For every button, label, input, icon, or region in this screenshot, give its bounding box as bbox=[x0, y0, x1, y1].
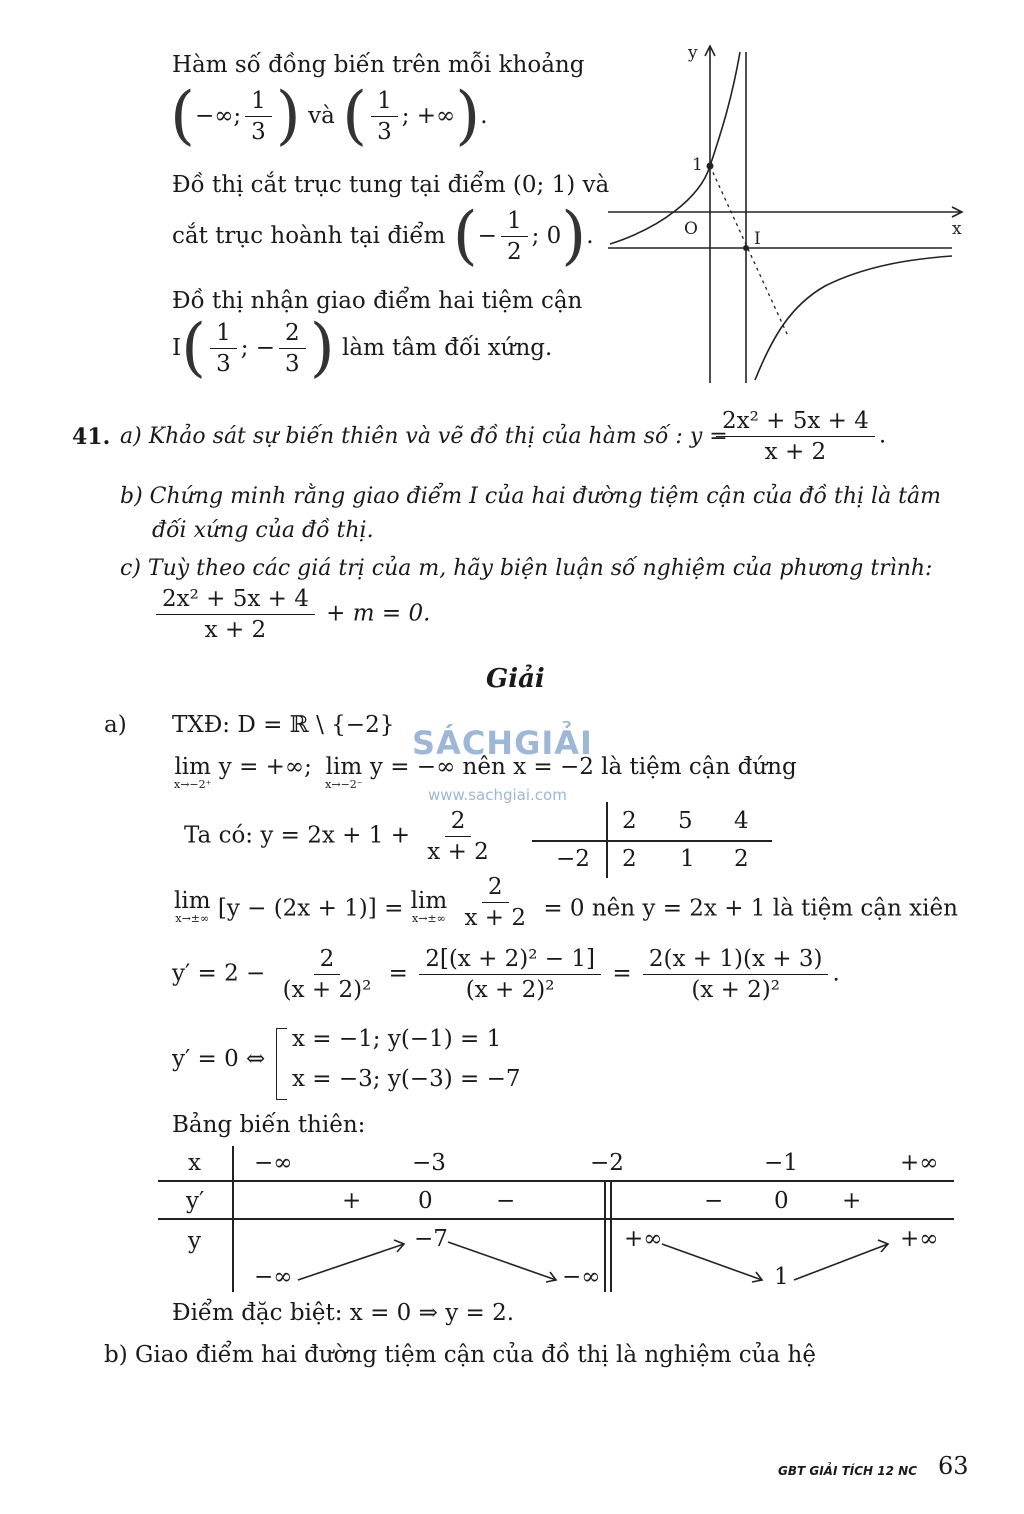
critical-lhs: y′ = 0 ⇔ bbox=[172, 1046, 266, 1072]
table-x-label: x bbox=[188, 1150, 201, 1176]
table-y-min: 1 bbox=[774, 1264, 789, 1290]
table-y-max: −7 bbox=[414, 1226, 448, 1252]
interval-2-right: ; +∞ bbox=[401, 102, 456, 129]
table-yprime-sign-1: + bbox=[342, 1188, 362, 1214]
problem-a-text: a) Khảo sát sự biến thiên và vẽ đồ thị của hàm số : y = bbox=[120, 424, 728, 449]
solution-a-label: a) bbox=[104, 712, 127, 738]
horner-table bbox=[532, 802, 772, 878]
table-yprime-zero-1: 0 bbox=[418, 1188, 433, 1214]
table-yprime-zero-2: 0 bbox=[774, 1188, 789, 1214]
table-x-minus-1: −1 bbox=[764, 1150, 798, 1176]
graph-x-label: x bbox=[952, 219, 962, 239]
problem-b-line-2: đối xứng của đồ thị. bbox=[152, 518, 374, 543]
graph-y-label: y bbox=[688, 43, 698, 63]
critical-point-2: x = −3; y(−3) = −7 bbox=[292, 1066, 521, 1092]
interval-2-fraction: $\frac{1}{3}$ bbox=[371, 88, 398, 145]
center-y-fraction: $\frac{2}{3}$ bbox=[279, 320, 306, 377]
variation-arrows bbox=[158, 1146, 954, 1292]
intro-center: I( $\frac{1}{3}$ ; − $\frac{2}{3}$ ) làm tâm đối xứng. bbox=[172, 311, 553, 385]
arrow-decrease-1-icon bbox=[448, 1242, 556, 1280]
arrow-increase-1-icon bbox=[298, 1244, 404, 1280]
function-graph bbox=[600, 38, 980, 388]
derivative-line: y′ = 2 − $\frac{2}{\text{(x + 2)²}}$ = $\frac{\text{2[(x + 2)² − 1]}}{\text{(x + 2)²}}$ = $\frac{2(x + 1)(x + 3)}{\text{(x + 2)²}}$ . bbox=[172, 946, 840, 1003]
intro-line-4: cắt trục hoành tại điểm (− $\frac{1}{2}$ ; 0). bbox=[172, 199, 594, 273]
table-yprime-label: y′ bbox=[186, 1188, 205, 1214]
table-x-pos-inf: +∞ bbox=[900, 1150, 939, 1176]
x-intercept-fraction: $\frac{1}{2}$ bbox=[501, 208, 528, 265]
horner-bottom-1: 2 bbox=[622, 846, 637, 872]
intro-line-1: Hàm số đồng biến trên mỗi khoảng bbox=[172, 52, 585, 78]
intro-intervals: (−∞; $\frac{1}{3}$ ) và ( $\frac{1}{3}$ ; +∞). bbox=[170, 79, 488, 153]
footer-book: GBT GIẢI TÍCH 12 NC bbox=[778, 1464, 918, 1478]
graph-one-label: 1 bbox=[692, 155, 703, 175]
variation-table-title: Bảng biến thiên: bbox=[172, 1112, 366, 1138]
problem-c-equation: $\frac{\text{2x² + 5x + 4}}{x + 2}$ + m = 0. bbox=[152, 586, 430, 643]
table-y-neg-inf-start: −∞ bbox=[254, 1264, 293, 1290]
curve-left-branch bbox=[610, 52, 740, 244]
table-x-minus-3: −3 bbox=[412, 1150, 446, 1176]
critical-bracket bbox=[276, 1028, 287, 1100]
table-y-pos-inf-end: +∞ bbox=[900, 1226, 939, 1252]
vertical-asymptote-limits: lim x→−2⁺ y = +∞; lim x→−2⁻ y = −∞ nên x = −2 là tiệm cận đứng bbox=[174, 754, 797, 791]
symmetry-line bbox=[710, 166, 788, 336]
horner-top-3: 4 bbox=[734, 808, 749, 834]
oblique-asymptote-limit: lim x→±∞ [y − (2x + 1)] = lim x→±∞ $\frac{2}{x + 2}$ = 0 nên y = 2x + 1 là tiệm cận xiên bbox=[174, 874, 958, 931]
intro-line-3: Đồ thị cắt trục tung tại điểm (0; 1) và bbox=[172, 172, 610, 198]
table-yprime-sign-4: + bbox=[842, 1188, 862, 1214]
curve-right-branch bbox=[755, 256, 952, 380]
horner-bottom-2: 1 bbox=[680, 846, 695, 872]
special-point: Điểm đặc biệt: x = 0 ⇒ y = 2. bbox=[172, 1300, 515, 1326]
y-intercept-point bbox=[707, 163, 714, 170]
table-y-label: y bbox=[188, 1228, 201, 1254]
horner-top-2: 5 bbox=[678, 808, 693, 834]
arrow-decrease-2-icon bbox=[662, 1244, 762, 1280]
graph-origin-label: O bbox=[684, 219, 698, 239]
interval-and: và bbox=[308, 102, 335, 129]
interval-1-fraction: $\frac{1}{3}$ bbox=[245, 88, 272, 145]
watermark-url: www.sachgiai.com bbox=[428, 786, 567, 804]
variation-table bbox=[158, 1146, 954, 1292]
footer-page-number: 63 bbox=[938, 1452, 969, 1480]
watermark-brand: SÁCHGIẢI bbox=[412, 724, 593, 762]
interval-1-left: −∞; bbox=[194, 102, 242, 129]
graph-center-label: I bbox=[754, 229, 761, 249]
horner-left: −2 bbox=[556, 846, 590, 872]
problem-b-line-1: b) Chứng minh rằng giao điểm I của hai đường tiệm cận của đồ thị là tâm bbox=[120, 484, 941, 509]
table-x-neg-inf: −∞ bbox=[254, 1150, 293, 1176]
horner-top-1: 2 bbox=[622, 808, 637, 834]
problem-number: 41. bbox=[72, 424, 111, 450]
table-x-minus-2: −2 bbox=[590, 1150, 624, 1176]
table-yprime-sign-3: − bbox=[704, 1188, 724, 1214]
solution-heading: Giải bbox=[486, 664, 545, 694]
table-y-pos-inf-right: +∞ bbox=[624, 1226, 663, 1252]
part-b-text: b) Giao điểm hai đường tiệm cận của đồ thị là nghiệm của hệ bbox=[104, 1342, 816, 1368]
domain-line: TXĐ: D = ℝ \ {−2} bbox=[172, 712, 395, 738]
horner-bottom-3: 2 bbox=[734, 846, 749, 872]
arrow-increase-2-icon bbox=[794, 1244, 888, 1280]
center-point bbox=[743, 245, 749, 251]
taco-line: Ta có: y = 2x + 1 + $\frac{2}{x + 2}$ bbox=[184, 808, 489, 865]
table-y-neg-inf-left: −∞ bbox=[562, 1264, 601, 1290]
critical-point-1: x = −1; y(−1) = 1 bbox=[292, 1026, 502, 1052]
problem-c-line-1: c) Tuỳ theo các giá trị của m, hãy biện luận số nghiệm của phương trình: bbox=[120, 556, 933, 581]
problem-a-formula: $\frac{\text{2x² + 5x + 4}}{x + 2}$ . bbox=[712, 408, 886, 465]
intro-line-5: Đồ thị nhận giao điểm hai tiệm cận bbox=[172, 288, 583, 314]
center-x-fraction: $\frac{1}{3}$ bbox=[210, 320, 237, 377]
table-yprime-sign-2: − bbox=[496, 1188, 516, 1214]
